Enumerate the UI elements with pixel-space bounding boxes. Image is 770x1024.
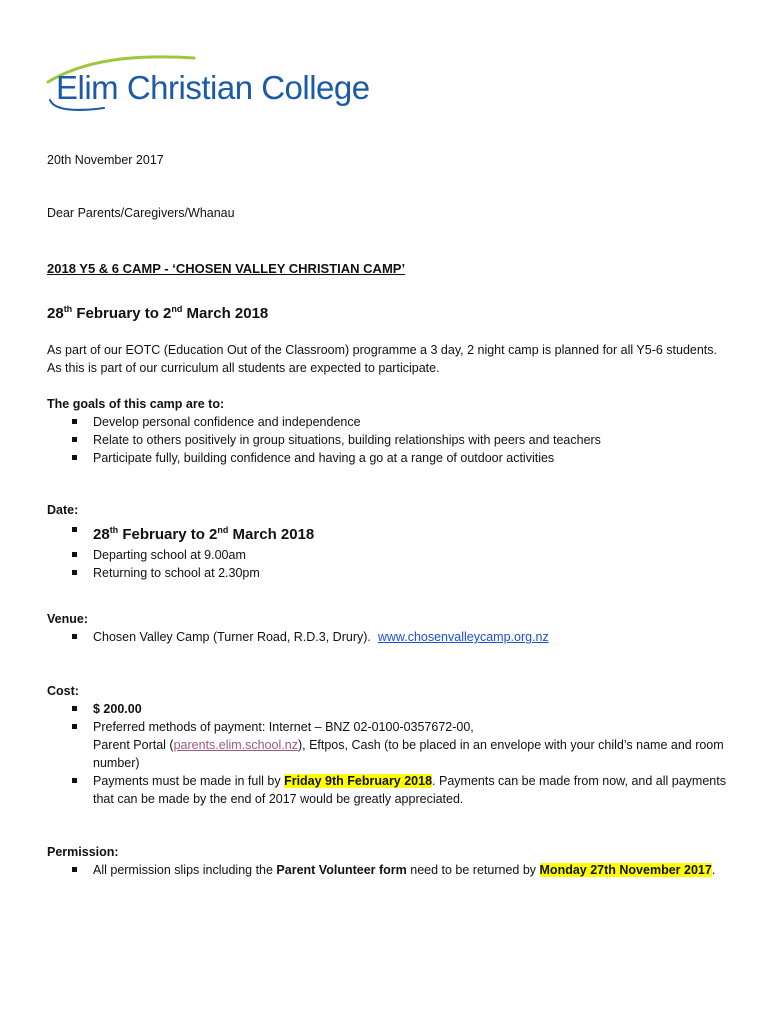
letter-heading: 2018 Y5 & 6 CAMP - ‘CHOSEN VALLEY CHRISTIAN CAMP’ [47, 261, 406, 276]
venue-website-link[interactable]: www.chosenvalleycamp.org.nz [377, 630, 549, 644]
list-item: All permission slips including the Parent Volunteer form need to be returned by Monday 27th November 2017. [47, 861, 726, 879]
permission-deadline-highlight: Monday 27th November 2017 [539, 863, 712, 877]
elim-christian-college-logo [44, 52, 394, 114]
payment-deadline-highlight: Friday 9th February 2018 [284, 774, 433, 788]
list-item: Develop personal confidence and independence [47, 413, 726, 431]
camp-dates-subheading: 28th February to 2nd March 2018 [47, 304, 269, 322]
goals-list [47, 413, 726, 467]
letter-date: 20th November 2017 [47, 153, 164, 167]
salutation: Dear Parents/Caregivers/Whanau [47, 206, 235, 220]
cost-list [47, 700, 726, 808]
list-item: Departing school at 9.00am [47, 546, 726, 564]
list-item: Payments must be made in full by Friday 9th February 2018. Payments can be made from now, and all payments that can be made by the end of 2017 would be greatly appreciated. [47, 772, 726, 808]
venue-section [47, 610, 726, 646]
intro-paragraph: As part of our EOTC (Education Out of the Classroom) programme a 3 day, 2 night camp is planned for all Y5-6 students. As this is part of our curriculum all students are expected to participate. [47, 343, 718, 375]
parent-portal-link[interactable]: parents.elim.school.nz [173, 738, 298, 752]
permission-list [47, 861, 726, 879]
list-item: Returning to school at 2.30pm [47, 564, 726, 582]
goals-section [47, 395, 726, 467]
permission-section [47, 843, 726, 879]
venue-list [47, 628, 726, 646]
list-item: 28th February to 2nd March 2018 [47, 519, 726, 546]
goals-title: The goals of this camp are to: [47, 397, 225, 411]
cost-section [47, 682, 726, 808]
list-item: Participate fully, building confidence and having a go at a range of outdoor activities [47, 449, 726, 467]
logo-text: Elim Christian College [56, 69, 370, 106]
cost-title: Cost: [47, 684, 79, 698]
list-item: Relate to others positively in group situations, building relationships with peers and teachers [47, 431, 726, 449]
date-list [47, 519, 726, 582]
permission-title: Permission: [47, 845, 119, 859]
venue-title: Venue: [47, 612, 88, 626]
list-item: Preferred methods of payment: Internet – BNZ 02-0100-0357672-00, Parent Portal (parents.elim.school.nz), Eftpos, Cash (to be placed in an envelope with your child’s name and room number) [47, 718, 726, 772]
list-item: $ 200.00 [47, 700, 726, 718]
date-title: Date: [47, 503, 79, 517]
date-section [47, 501, 726, 582]
list-item: Chosen Valley Camp (Turner Road, R.D.3, Drury). www.chosenvalleycamp.org.nz [47, 628, 726, 646]
